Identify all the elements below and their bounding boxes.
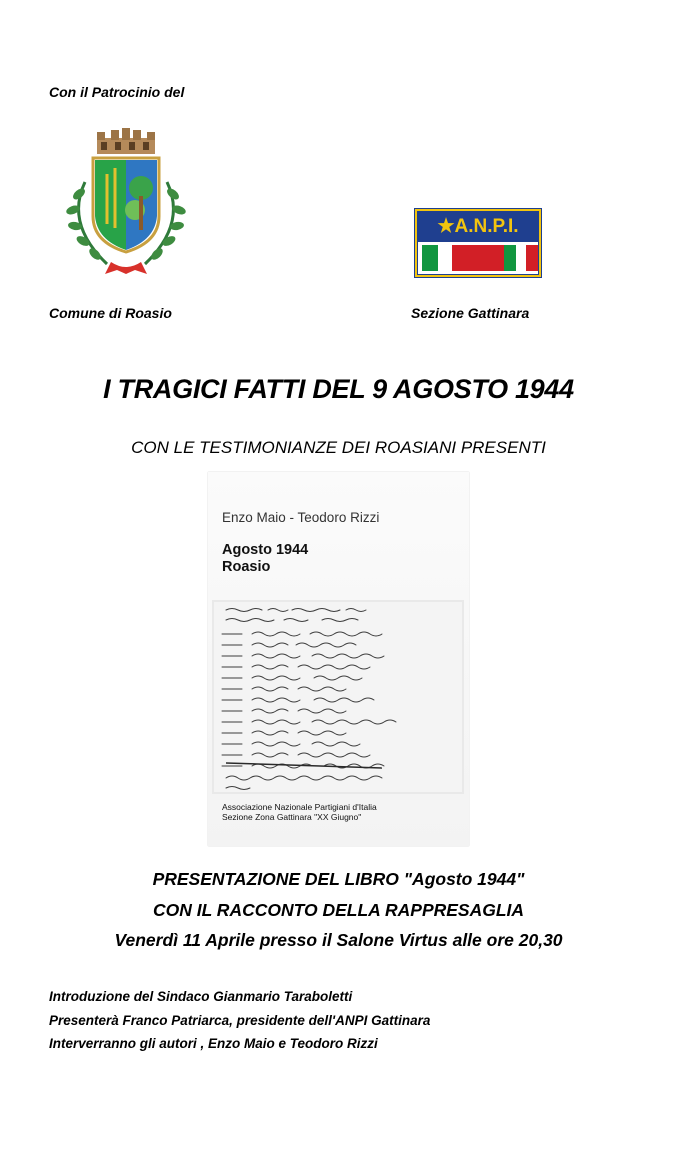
book-publisher-line1: Associazione Nazionale Partigiani d'Italia: [222, 802, 377, 812]
presentation-line-3: Venerdì 11 Aprile presso il Salone Virtus alle ore 20,30: [114, 930, 563, 950]
intro-line-3: Interverranno gli autori , Enzo Maio e Teodoro Rizzi: [49, 1036, 378, 1051]
main-title: I TRAGICI FATTI DEL 9 AGOSTO 1944: [103, 374, 574, 404]
presentation-line-1: PRESENTAZIONE DEL LIBRO "Agosto 1944": [152, 869, 525, 889]
book-title: [222, 542, 308, 576]
comune-label: Comune di Roasio: [49, 305, 172, 321]
book-title-line2: Roasio: [222, 559, 271, 575]
book-publisher: [222, 802, 377, 822]
patrocinio-label: Con il Patrocinio del: [49, 84, 185, 100]
intro-line-1: Introduzione del Sindaco Gianmario Taraboletti: [49, 989, 353, 1004]
book-title-line1: Agosto 1944: [222, 542, 309, 558]
book-publisher-line2: Sezione Zona Gattinara "XX Giugno": [222, 812, 362, 822]
presentation-line-2: CON IL RACCONTO DELLA RAPPRESAGLIA: [152, 900, 525, 920]
book-cover: [208, 472, 469, 846]
anpi-text: ★A.N.P.I.: [437, 216, 519, 237]
book-authors: Enzo Maio - Teodoro Rizzi: [222, 510, 380, 525]
roasio-coat-of-arms-icon: [55, 124, 197, 276]
anpi-logo-icon: [414, 208, 542, 278]
subtitle: CON LE TESTIMONIANZE DEI ROASIANI PRESENTI: [131, 438, 546, 457]
handwritten-document-image: [212, 600, 464, 794]
sezione-label: Sezione Gattinara: [411, 305, 530, 321]
intro-line-2: Presenterà Franco Patriarca, presidente dell'ANPI Gattinara: [49, 1013, 431, 1028]
